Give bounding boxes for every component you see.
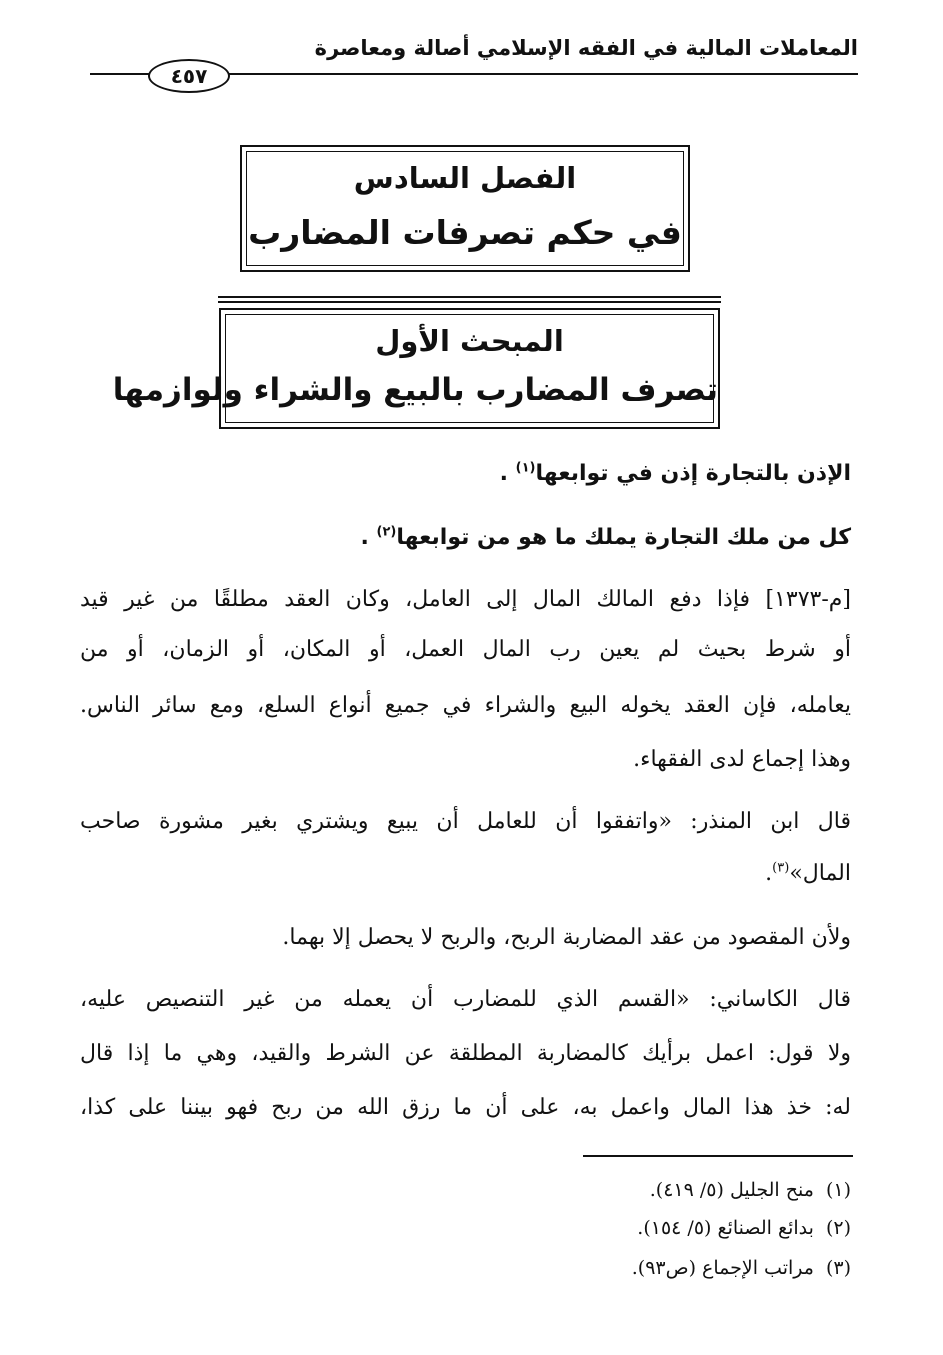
footnote-ref: (٢) <box>376 524 397 540</box>
section-divider-rule <box>218 296 721 298</box>
section-title-box <box>112 308 720 429</box>
maxim-text: الإذن بالتجارة إذن في توابعها <box>535 461 851 486</box>
footnote <box>637 1214 851 1242</box>
body-line: أو شرط بحيث لم يعين رب المال العمل، أو المكان، أو الزمان، أو من <box>80 637 851 662</box>
footnote-number: (١) <box>825 1179 851 1201</box>
body-line: قال ابن المنذر: «واتفقوا أن للعامل أن يبيع ويشتري بغير مشورة صاحب <box>80 809 851 834</box>
footnote-text: مراتب الإجماع (ص٩٣). <box>631 1257 814 1279</box>
footnote-ref: (٣) <box>772 860 790 876</box>
page-number: ٤٥٧ <box>148 59 230 93</box>
section-title: المبحث الأول <box>375 324 564 358</box>
footnote-rule <box>583 1155 853 1157</box>
chapter-title-box <box>240 145 690 272</box>
footnote-text: بدائع الصنائع (٥/ ١٥٤). <box>637 1217 814 1239</box>
footnote-number: (٢) <box>825 1217 851 1239</box>
body-line: قال الكاساني: «القسم الذي للمضارب أن يعمله من غير التنصيص عليه، <box>80 987 851 1012</box>
footnote-ref: (١) <box>515 460 536 476</box>
section-divider-rule <box>218 301 721 303</box>
body-line: ولأن المقصود من عقد المضاربة الربح، والربح لا يحصل إلا بهما. <box>282 925 851 950</box>
maxim-line <box>80 522 851 554</box>
maxim-end: . <box>499 461 516 486</box>
footnote <box>650 1176 851 1204</box>
body-line: وهذا إجماع لدى الفقهاء. <box>633 747 851 772</box>
period: . <box>765 861 773 886</box>
maxim-line <box>80 458 851 490</box>
body-line: له: خذ هذا المال واعمل به، على أن ما رزق الله من ربح فهو بيننا على كذا، <box>80 1095 851 1120</box>
body-line: يعامله، فإن العقد يخوله البيع والشراء في جميع أنواع السلع، ومع سائر الناس. <box>80 693 851 718</box>
footnote-number: (٣) <box>825 1257 851 1279</box>
quote-end: المال» <box>789 861 851 886</box>
footnote-text: منح الجليل (٥/ ٤١٩). <box>649 1179 814 1201</box>
maxim-text: كل من ملك التجارة يملك ما هو من توابعها <box>396 525 851 550</box>
section-subtitle: تصرف المضارب بالبيع والشراء ولوازمها <box>112 372 718 408</box>
chapter-subtitle: في حكم تصرفات المضارب <box>248 213 682 252</box>
body-line-continuation <box>80 858 851 890</box>
body-line: ولا قول: اعمل برأيك كالمضاربة المطلقة عن الشرط والقيد، وهي ما إذا قال <box>80 1041 851 1066</box>
chapter-title: الفصل السادس <box>353 161 577 195</box>
body-line: [م-١٣٧٣] فإذا دفع المالك المال إلى العامل، وكان العقد مطلقًا من غير قيد <box>80 587 851 612</box>
running-title: المعاملات المالية في الفقه الإسلامي أصالة ومعاصرة <box>314 36 858 60</box>
footnote <box>632 1254 851 1282</box>
maxim-end: . <box>360 525 377 550</box>
